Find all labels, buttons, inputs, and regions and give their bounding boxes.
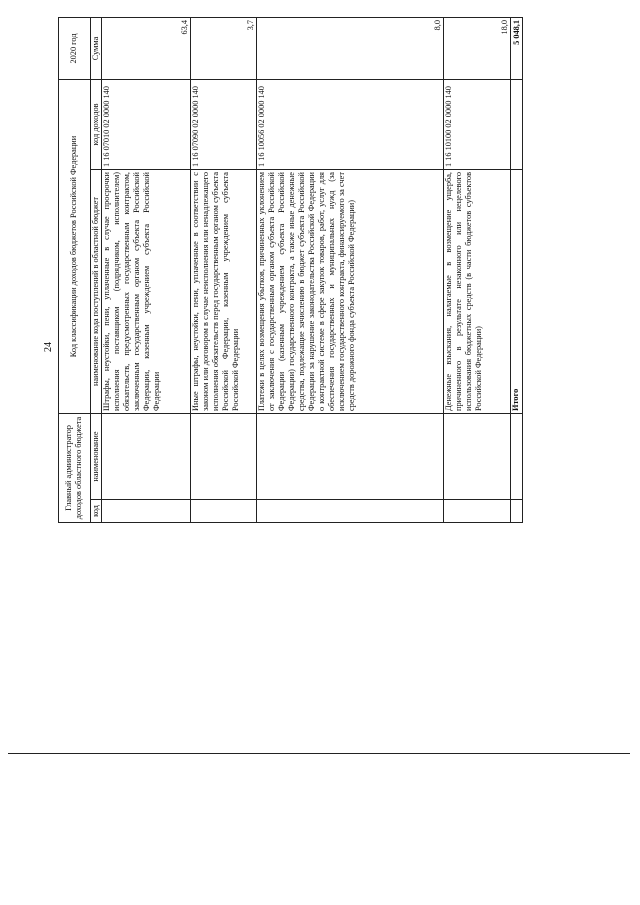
table-row [191,17,257,522]
admin-name-cell [191,414,257,500]
row-description: Штрафы, неустойки, пени, уплаченные в случае просрочки исполнения поставщиком (подрядчиком, исполнителем) обязательств, предусмотренных государственным контрактом, заключенным государственным органом субъекта Российской Федерации, казенным учреждением субъекта Российской Федерации [102,170,191,414]
page-number: 24 [43,342,54,352]
row-code: 1 16 07090 02 0000 140 [191,79,257,169]
header-name: наименование [90,414,102,500]
row-description: Иные штрафы, неустойки, пени, уплаченные в соответствии с законом или договором в случае неисполнения или ненадлежащего исполнения обязательств перед государственным органом субъекта Российской Федерации, казенным учреждением субъекта Российской Федерации [191,170,257,414]
total-row [511,17,523,522]
header-code: код [90,500,102,523]
table-row [257,17,443,522]
header-year: 2020 год [59,17,91,79]
revenue-table-container [58,18,523,523]
rotated-table-wrapper [58,18,523,523]
admin-name-cell [102,414,191,500]
row-amount: 3,7 [191,17,257,79]
admin-code-cell [191,500,257,523]
table-row [443,17,511,522]
total-amount: 5 048,1 [511,17,523,79]
admin-code-cell [257,500,443,523]
admin-name-cell [443,414,511,500]
row-description: Платежи в целях возмещения убытков, причиненных уклонением от заключения с государственным органом субъекта Российской Федерации (казенным учреждением субъекта Российской Федерации) государственного контракта, а также иные денежные средства, подлежащие зачислению в бюджет субъекта Российской Федерации за нарушение законодательства Российской Федерации о контрактной системе в сфере закупок товаров, работ, услуг для обеспечения государственных и муниципальных нужд (за исключением государственного контракта, финансируемого за счет средств дорожного фонда субъекта Российской Федерации) [257,170,443,414]
row-code: 1 16 10056 02 0000 140 [257,79,443,169]
page-divider [8,753,630,754]
admin-code-cell [443,500,511,523]
admin-name-cell [257,414,443,500]
row-code: 1 16 07010 02 0000 140 [102,79,191,169]
table-row [102,17,191,522]
header-income-code: код доходов [90,79,102,169]
admin-code-cell [102,500,191,523]
admin-name-cell [511,414,523,500]
header-sum: Сумма [90,17,102,79]
row-amount: 18,0 [443,17,511,79]
revenue-table [58,17,523,523]
row-description: Денежные взыскания, налагаемые в возмещение ущерба, причиненного в результате незаконного или нецелевого использования бюджетных средств (в части бюджетов субъектов Российской Федерации) [443,170,511,414]
row-code: 1 16 10100 02 0000 140 [443,79,511,169]
header-income-name: наименование кода поступлений в областной бюджет [90,170,102,414]
total-label: Итого [511,170,523,414]
header-admin: Главный администратор доходов областного бюджета [59,414,91,523]
row-amount: 8,0 [257,17,443,79]
row-amount: 63,4 [102,17,191,79]
total-code-cell [511,79,523,169]
header-classification: Код классификации доходов бюджетов Российской Федерации [59,79,91,413]
admin-code-cell [511,500,523,523]
